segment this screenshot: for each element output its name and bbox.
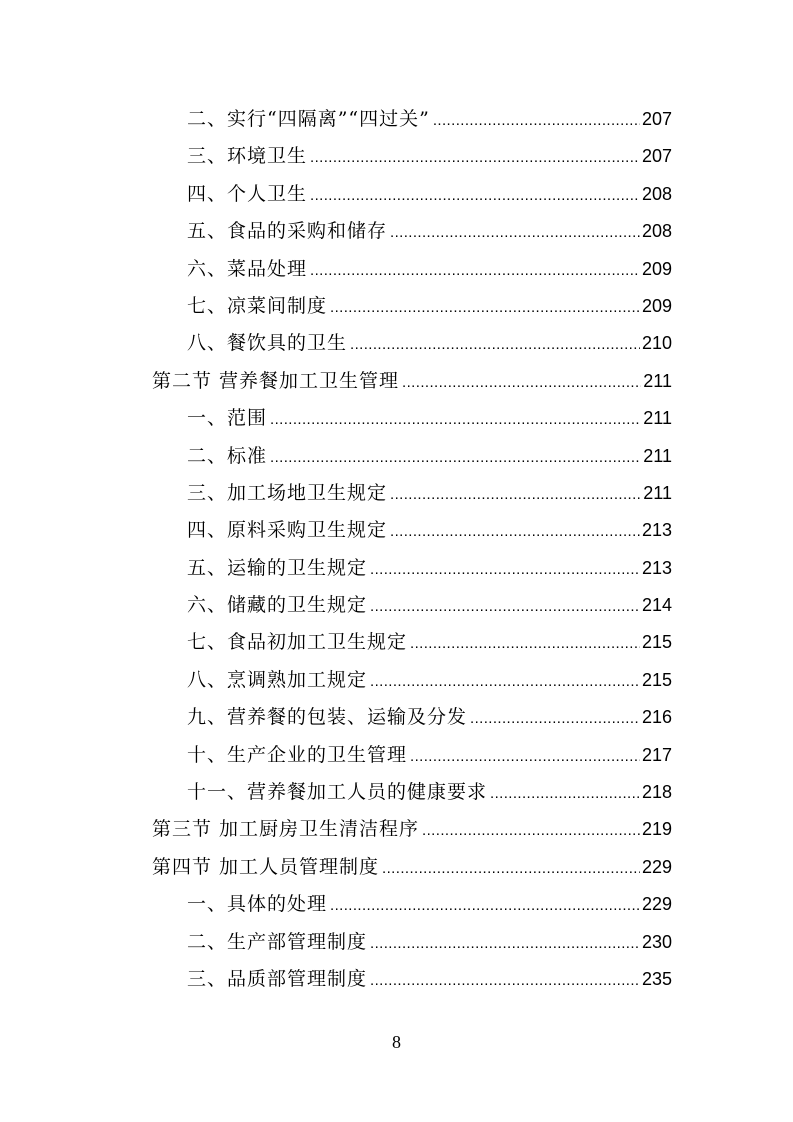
toc-entry-title: 五、食品的采购和储存 xyxy=(187,220,388,243)
toc-dot-leader xyxy=(382,861,640,876)
toc-dot-leader xyxy=(370,562,640,577)
toc-entry-page: 208 xyxy=(641,221,672,242)
toc-dot-leader xyxy=(390,487,641,502)
toc-entry-title: 第四节 加工人员管理制度 xyxy=(152,855,380,878)
toc-dot-leader xyxy=(310,150,640,165)
toc-entry-page: 235 xyxy=(641,968,672,989)
toc-entry-title: 三、加工场地卫生规定 xyxy=(187,481,388,504)
toc-entry-page: 211 xyxy=(643,408,672,429)
toc-dot-leader xyxy=(310,188,640,203)
toc-entry-page: 207 xyxy=(641,109,672,129)
toc-dot-leader xyxy=(390,524,640,539)
toc-entry-title: 三、品质部管理制度 xyxy=(187,967,368,990)
toc-section-entry[interactable] xyxy=(0,363,793,400)
toc-entry-title: 十一、营养餐加工人员的健康要求 xyxy=(187,781,488,804)
toc-entry[interactable] xyxy=(0,699,793,736)
toc-dot-leader xyxy=(402,375,641,390)
toc-dot-leader xyxy=(370,936,640,951)
toc-section-entry[interactable] xyxy=(0,811,793,848)
toc-dot-leader xyxy=(370,599,640,614)
toc-entry[interactable] xyxy=(0,587,793,624)
toc-entry-title: 第二节 营养餐加工卫生管理 xyxy=(152,369,400,392)
toc-entry[interactable] xyxy=(0,475,793,512)
toc-entry[interactable] xyxy=(0,138,793,175)
toc-dot-leader xyxy=(470,711,640,726)
toc-entry[interactable] xyxy=(0,774,793,811)
toc-entry-title: 四、个人卫生 xyxy=(187,182,308,205)
toc-dot-leader xyxy=(270,450,641,465)
toc-entry-page: 218 xyxy=(641,782,672,803)
toc-entry[interactable] xyxy=(0,886,793,923)
toc-dot-leader xyxy=(410,636,640,651)
toc-entry[interactable] xyxy=(0,961,793,998)
toc-dot-leader xyxy=(370,973,640,988)
toc-entry-title: 第三节 加工厨房卫生清洁程序 xyxy=(152,818,420,841)
toc-entry[interactable] xyxy=(0,176,793,213)
toc-entry-title: 一、具体的处理 xyxy=(187,893,328,916)
toc-entry-title: 八、烹调熟加工规定 xyxy=(187,668,368,691)
toc-entry[interactable] xyxy=(0,325,793,362)
toc-entry-page: 210 xyxy=(641,333,672,354)
toc-entry-title: 二、生产部管理制度 xyxy=(187,930,368,953)
toc-entry[interactable] xyxy=(0,550,793,587)
toc-entry-title: 四、原料采购卫生规定 xyxy=(187,519,388,542)
toc-entry-page: 213 xyxy=(641,557,672,578)
toc-entry-page: 219 xyxy=(641,819,672,840)
toc-entry-title: 七、凉菜间制度 xyxy=(187,294,328,317)
toc-entry-page: 215 xyxy=(641,632,672,653)
table-of-contents xyxy=(0,101,793,998)
toc-entry[interactable] xyxy=(0,288,793,325)
toc-dot-leader xyxy=(330,300,640,315)
toc-entry-page: 211 xyxy=(643,370,672,391)
toc-entry-title: 二、标准 xyxy=(187,444,268,467)
toc-dot-leader xyxy=(433,113,640,128)
toc-entry-title: 七、食品初加工卫生规定 xyxy=(187,631,408,654)
toc-entry-title: 六、储藏的卫生规定 xyxy=(187,594,368,617)
toc-entry-page: 208 xyxy=(641,183,672,204)
toc-entry-page: 213 xyxy=(641,520,672,541)
toc-entry-page: 229 xyxy=(641,894,672,915)
toc-entry[interactable] xyxy=(0,251,793,288)
toc-entry-title: 八、餐饮具的卫生 xyxy=(187,332,348,355)
toc-entry-page: 229 xyxy=(641,856,672,877)
toc-section-entry[interactable] xyxy=(0,849,793,886)
toc-entry-title: 一、范围 xyxy=(187,407,268,430)
toc-entry[interactable] xyxy=(0,624,793,661)
toc-entry-page: 207 xyxy=(641,146,672,167)
toc-entry-title: 二、实行“四隔离”“四过关” xyxy=(187,108,430,130)
page-number: 8 xyxy=(392,1032,401,1052)
toc-entry-page: 230 xyxy=(641,931,672,952)
toc-entry-title: 三、环境卫生 xyxy=(187,145,308,168)
toc-dot-leader xyxy=(270,412,641,427)
toc-entry[interactable] xyxy=(0,737,793,774)
toc-dot-leader xyxy=(330,898,640,913)
toc-dot-leader xyxy=(422,823,640,838)
toc-entry[interactable] xyxy=(0,400,793,437)
toc-entry[interactable] xyxy=(0,662,793,699)
toc-entry[interactable] xyxy=(0,512,793,549)
toc-entry-title: 六、菜品处理 xyxy=(187,257,308,280)
toc-entry-title: 五、运输的卫生规定 xyxy=(187,556,368,579)
toc-entry-page: 209 xyxy=(641,258,672,279)
toc-dot-leader xyxy=(490,786,640,801)
toc-entry-page: 214 xyxy=(641,595,672,616)
toc-dot-leader xyxy=(410,749,640,764)
toc-entry[interactable] xyxy=(0,924,793,961)
toc-entry[interactable] xyxy=(0,438,793,475)
toc-dot-leader xyxy=(350,337,640,352)
toc-entry-page: 217 xyxy=(641,744,672,765)
toc-entry[interactable] xyxy=(0,213,793,250)
toc-dot-leader xyxy=(370,674,640,689)
toc-entry-title: 九、营养餐的包装、运输及分发 xyxy=(187,706,468,729)
toc-dot-leader xyxy=(390,225,640,240)
toc-entry-page: 211 xyxy=(643,482,672,503)
toc-entry-page: 209 xyxy=(641,295,672,316)
toc-entry[interactable] xyxy=(0,101,793,138)
toc-entry-page: 211 xyxy=(643,445,672,466)
toc-dot-leader xyxy=(310,263,640,278)
toc-entry-page: 215 xyxy=(641,669,672,690)
toc-entry-title: 十、生产企业的卫生管理 xyxy=(187,743,408,766)
toc-entry-page: 216 xyxy=(641,707,672,728)
